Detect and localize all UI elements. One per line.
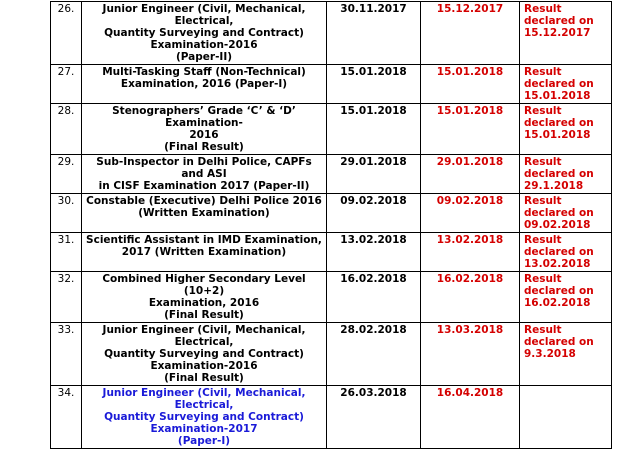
result-status-cell xyxy=(520,194,612,233)
result-date-cell: 13.03.2018 xyxy=(421,323,520,386)
result-status-cell xyxy=(520,155,612,194)
result-status-line: Result xyxy=(524,195,562,207)
result-status-line: Result xyxy=(524,156,562,168)
result-date-cell: 16.02.2018 xyxy=(421,272,520,323)
exam-name-line: (Final Result) xyxy=(164,372,244,384)
result-status-cell xyxy=(520,323,612,386)
result-status-line: declared on xyxy=(524,15,594,27)
table-row xyxy=(51,65,612,104)
result-status-line: declared on xyxy=(524,336,594,348)
serial-number-cell: 27. xyxy=(51,65,82,104)
exam-name-cell xyxy=(82,323,327,386)
result-status-line: Result xyxy=(524,66,562,78)
result-status-line: 16.02.2018 xyxy=(524,297,591,309)
exam-date-cell: 30.11.2017 xyxy=(327,2,421,65)
exam-name-line: Junior Engineer (Civil, Mechanical, Electrical, xyxy=(102,387,306,411)
table-row xyxy=(51,155,612,194)
result-date-cell: 13.02.2018 xyxy=(421,233,520,272)
result-status-line: Result xyxy=(524,324,562,336)
serial-number-cell: 30. xyxy=(51,194,82,233)
exam-name-line: Quantity Surveying and Contract) xyxy=(104,411,304,423)
exam-name-line: Quantity Surveying and Contract) xyxy=(104,27,304,39)
table-row xyxy=(51,2,612,65)
table-row xyxy=(51,323,612,386)
serial-number-cell: 34. xyxy=(51,386,82,449)
table-row xyxy=(51,194,612,233)
exam-name-line: in CISF Examination 2017 (Paper-II) xyxy=(98,180,310,192)
serial-number-cell: 31. xyxy=(51,233,82,272)
exam-schedule-table xyxy=(50,1,612,449)
exam-name-line: Examination-2016 xyxy=(150,360,258,372)
serial-number-cell: 32. xyxy=(51,272,82,323)
exam-name-line: (Paper-I) xyxy=(177,435,231,447)
exam-date-cell: 15.01.2018 xyxy=(327,104,421,155)
result-status-line: 09.02.2018 xyxy=(524,219,591,231)
serial-number-cell: 29. xyxy=(51,155,82,194)
result-status-line: Result xyxy=(524,3,562,15)
result-status-line: declared on xyxy=(524,285,594,297)
result-status-line: 15.01.2018 xyxy=(524,90,591,102)
result-status-cell xyxy=(520,272,612,323)
exam-name-cell xyxy=(82,155,327,194)
exam-date-cell: 13.02.2018 xyxy=(327,233,421,272)
result-status-cell xyxy=(520,104,612,155)
result-status-cell xyxy=(520,2,612,65)
exam-name-line: Stenographers’ Grade ‘C’ & ‘D’ Examination- xyxy=(112,105,296,129)
exam-name-line: (Final Result) xyxy=(164,309,244,321)
exam-name-cell xyxy=(82,233,327,272)
exam-name-line: Examination, 2016 xyxy=(148,297,260,309)
table-row xyxy=(51,104,612,155)
result-status-line: Result xyxy=(524,234,562,246)
exam-name-line: (Written Examination) xyxy=(138,207,270,219)
exam-name-line: Constable (Executive) Delhi Police 2016 xyxy=(86,195,322,207)
exam-name-line: Quantity Surveying and Contract) xyxy=(104,348,304,360)
result-date-cell: 15.01.2018 xyxy=(421,104,520,155)
serial-number-cell: 26. xyxy=(51,2,82,65)
exam-name-line: Multi-Tasking Staff (Non-Technical) xyxy=(102,66,306,78)
exam-name-line: Examination, 2016 (Paper-I) xyxy=(120,78,288,90)
exam-name-line: Sub-Inspector in Delhi Police, CAPFs and ASI xyxy=(96,156,312,180)
exam-name-line: Examination-2016 xyxy=(150,39,258,51)
exam-name-cell xyxy=(82,386,327,449)
table-body xyxy=(51,2,612,449)
exam-name-line: Junior Engineer (Civil, Mechanical, Electrical, xyxy=(102,3,306,27)
result-status-cell xyxy=(520,65,612,104)
exam-date-cell: 26.03.2018 xyxy=(327,386,421,449)
result-status-line: 15.01.2018 xyxy=(524,129,591,141)
exam-date-cell: 09.02.2018 xyxy=(327,194,421,233)
exam-name-cell xyxy=(82,104,327,155)
result-status-cell xyxy=(520,386,612,449)
exam-name-cell xyxy=(82,2,327,65)
result-status-line: declared on xyxy=(524,168,594,180)
result-date-cell: 15.01.2018 xyxy=(421,65,520,104)
result-status-line: declared on xyxy=(524,117,594,129)
result-status-line: 13.02.2018 xyxy=(524,258,591,270)
exam-name-line: 2017 (Written Examination) xyxy=(121,246,287,258)
exam-name-line: Combined Higher Secondary Level (10+2) xyxy=(102,273,306,297)
result-status-cell xyxy=(520,233,612,272)
serial-number-cell: 28. xyxy=(51,104,82,155)
result-status-line: declared on xyxy=(524,207,594,219)
result-date-cell: 09.02.2018 xyxy=(421,194,520,233)
result-status-line: Result xyxy=(524,105,562,117)
table-row xyxy=(51,386,612,449)
exam-name-cell xyxy=(82,65,327,104)
exam-name-cell xyxy=(82,272,327,323)
exam-name-line: Examination-2017 xyxy=(150,423,258,435)
table-row xyxy=(51,272,612,323)
exam-name-line: Scientific Assistant in IMD Examination, xyxy=(86,234,322,246)
result-status-line: declared on xyxy=(524,246,594,258)
table-row xyxy=(51,233,612,272)
exam-name-line: Junior Engineer (Civil, Mechanical, Electrical, xyxy=(102,324,306,348)
exam-name-line: (Paper-II) xyxy=(175,51,233,63)
result-status-line: declared on xyxy=(524,78,594,90)
result-date-cell: 15.12.2017 xyxy=(421,2,520,65)
result-status-line: 9.3.2018 xyxy=(524,348,576,360)
result-status-line: 15.12.2017 xyxy=(524,27,591,39)
exam-date-cell: 16.02.2018 xyxy=(327,272,421,323)
exam-date-cell: 29.01.2018 xyxy=(327,155,421,194)
exam-name-cell xyxy=(82,194,327,233)
result-date-cell: 16.04.2018 xyxy=(421,386,520,449)
result-date-cell: 29.01.2018 xyxy=(421,155,520,194)
exam-name-line: (Final Result) xyxy=(164,141,244,153)
result-status-line: Result xyxy=(524,273,562,285)
exam-date-cell: 28.02.2018 xyxy=(327,323,421,386)
serial-number-cell: 33. xyxy=(51,323,82,386)
exam-date-cell: 15.01.2018 xyxy=(327,65,421,104)
exam-name-line: 2016 xyxy=(189,129,219,141)
result-status-line: 29.1.2018 xyxy=(524,180,584,192)
